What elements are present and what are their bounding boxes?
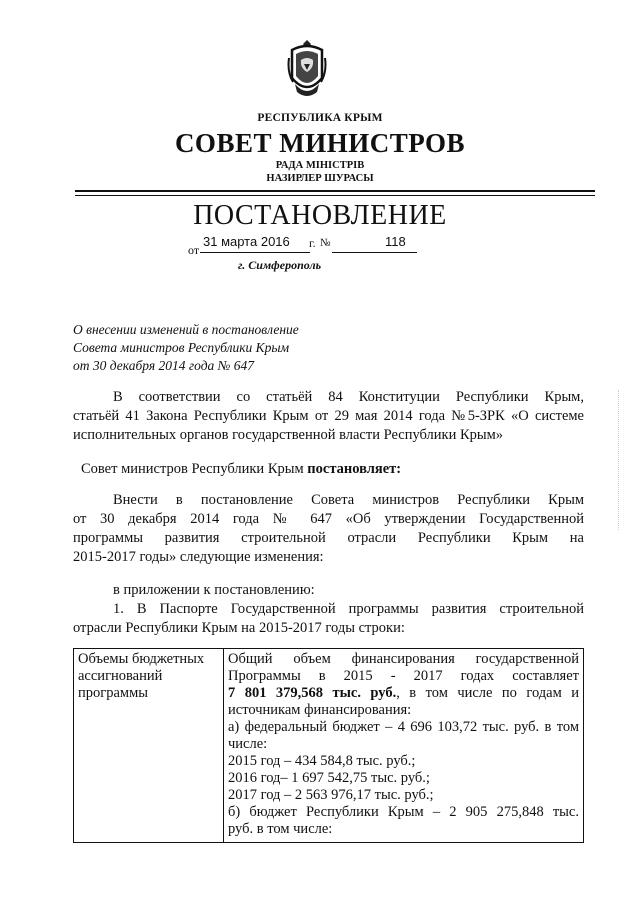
- city-name: г. Симферополь: [238, 258, 322, 272]
- value-line: источникам финансирования:: [228, 702, 412, 718]
- text-line: исполнительных органов государственной власти Республики Крым»: [73, 427, 504, 443]
- header-rule-thin: [75, 195, 595, 196]
- value-line: а) федеральный бюджет – 4 696 103,72 тыс. руб. в том: [228, 719, 579, 735]
- value-line: руб. в том числе:: [228, 821, 333, 837]
- crimea-coat-of-arms-icon: [287, 38, 327, 100]
- header-rule-thick: [75, 190, 595, 192]
- decree-subject: [73, 321, 299, 375]
- date-from-label: от: [188, 243, 200, 257]
- year-suffix: г.: [309, 236, 316, 250]
- text-line: отрасли Республики Крым на 2015-2017 годы строки:: [73, 620, 405, 636]
- value-line: б) бюджет Республики Крым – 2 905 275,848 тыс.: [228, 804, 579, 820]
- decree-number: 118: [385, 234, 406, 249]
- subject-line: Совета министров Республики Крым: [73, 340, 290, 355]
- financing-table: [73, 648, 584, 843]
- value-line: 7 801 379,568 тыс. руб., в том числе по годам и: [228, 685, 579, 701]
- value-line: 2017 год – 2 563 976,17 тыс. руб.;: [228, 787, 434, 803]
- paragraph-basis: [73, 388, 584, 445]
- value-line: Программы в 2015 - 2017 годах составляет: [228, 668, 579, 684]
- paragraph-resolves: [73, 460, 584, 479]
- text-line: 2015-2017 годы» следующие изменения:: [73, 549, 324, 565]
- number-underline: [332, 252, 417, 253]
- resolves-text: Совет министров Республики Крым: [81, 461, 308, 477]
- value-line: 2016 год– 1 697 542,75 тыс. руб.;: [228, 770, 430, 786]
- resolves-keyword: постановляет:: [307, 461, 402, 477]
- number-label: №: [320, 237, 331, 249]
- date-underline: [200, 252, 310, 253]
- value-line: Общий объем финансирования государственной: [228, 651, 579, 667]
- label-line: программы: [78, 685, 148, 701]
- decree-date: 31 марта 2016: [203, 234, 290, 249]
- council-title-crimean-tatar: НАЗИРЛЕР ШУРАСЫ: [266, 173, 374, 184]
- paragraph-appendix: [73, 581, 584, 638]
- text-line: от 30 декабря 2014 года № 647 «Об утверждении Государственной: [73, 511, 584, 527]
- text-line: статьёй 41 Закона Республики Крым от 29 мая 2014 года №5-ЗРК «О системе: [73, 408, 584, 424]
- total-amount: 7 801 379,568 тыс. руб.: [228, 685, 397, 701]
- decree-title: ПОСТАНОВЛЕНИЕ: [193, 200, 447, 231]
- republic-name: РЕСПУБЛИКА КРЫМ: [257, 112, 383, 124]
- table-value-cell: [224, 649, 584, 843]
- table-row: [74, 649, 584, 843]
- text-line: [73, 460, 584, 479]
- value-line: 2015 год – 434 584,8 тыс. руб.;: [228, 753, 416, 769]
- council-title: СОВЕТ МИНИСТРОВ: [174, 128, 466, 158]
- value-line: числе:: [228, 736, 268, 752]
- text-line: Внести в постановление Совета министров Республики Крым: [113, 492, 584, 508]
- paragraph-amend: [73, 491, 584, 567]
- subject-line: О внесении изменений в постановление: [73, 322, 299, 337]
- subject-line: от 30 декабря 2014 года № 647: [73, 358, 254, 373]
- table-label-cell: [74, 649, 224, 843]
- label-line: ассигнований: [78, 668, 163, 684]
- text-line: программы развития строительной отрасли Республики Крым на: [73, 530, 584, 546]
- text-line: 1. В Паспорте Государственной программы развития строительной: [113, 601, 584, 617]
- text-line: в приложении к постановлению:: [113, 582, 315, 598]
- council-title-ukrainian: РАДА МІНІСТРІВ: [275, 160, 365, 171]
- label-line: Объемы бюджетных: [78, 651, 205, 667]
- text-line: В соответствии со статьёй 84 Конституции Республики Крым,: [113, 389, 584, 405]
- scan-margin-mark: [618, 390, 620, 530]
